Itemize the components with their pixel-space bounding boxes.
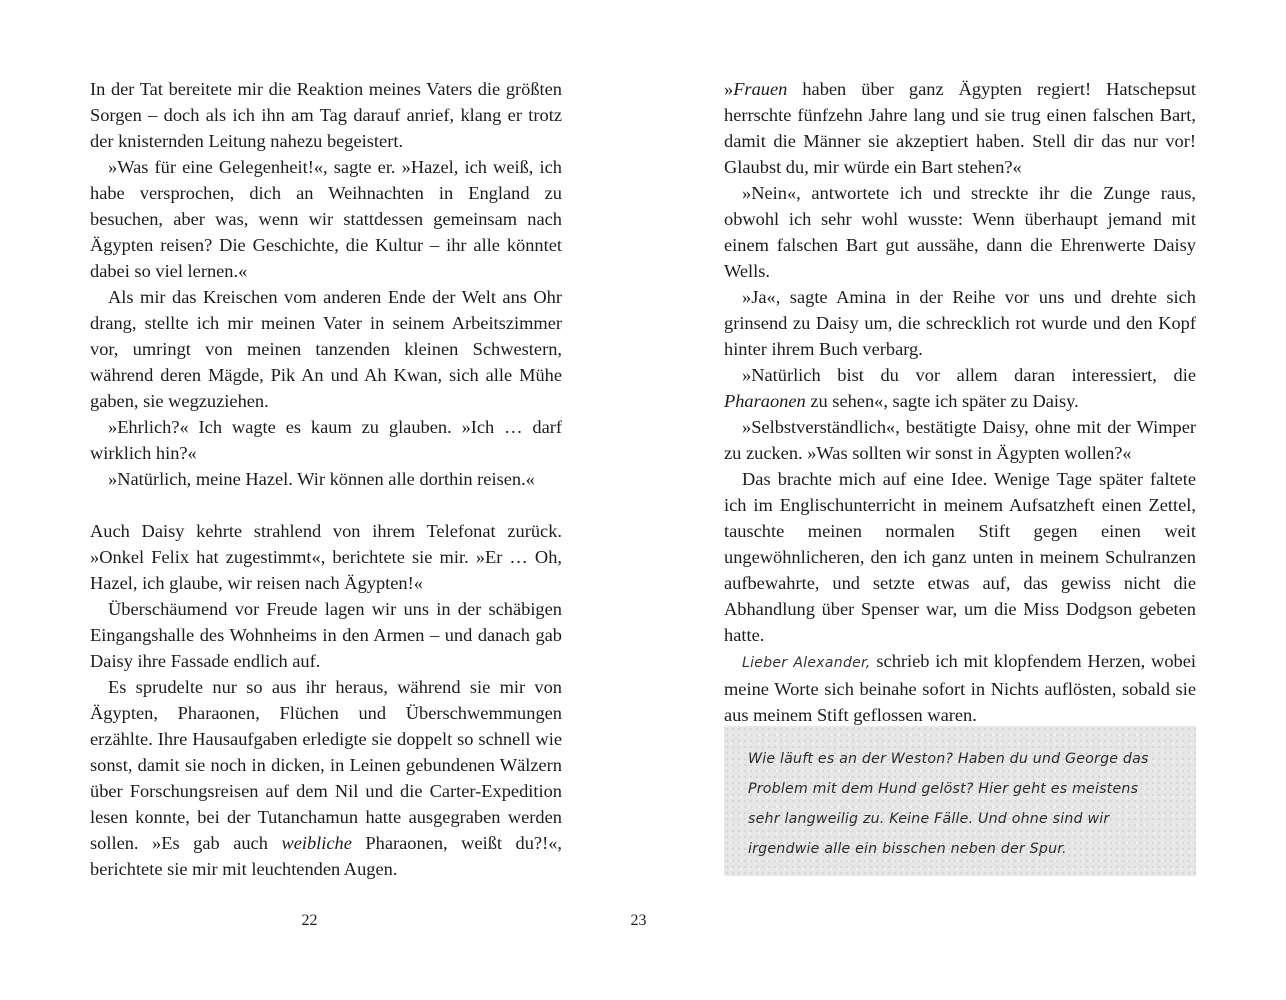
- paragraph: Auch Daisy kehrte strahlend von ihrem Telefonat zurück. »Onkel Felix hat zugestimmt«, berichtete sie mir. »Er … Oh, Hazel, ich glaube, wir reisen nach Ägypten!«: [90, 521, 562, 593]
- text-run: zu sehen«, sagte ich später zu Daisy.: [805, 391, 1079, 411]
- paragraph: »Selbstverständlich«, bestätigte Daisy, ohne mit der Wimper zu zucken. »Was sollten wir sonst in Ägypten wollen?«: [724, 417, 1196, 463]
- paragraph: »Ehrlich?« Ich wagte es kaum zu glauben. »Ich … darf wirklich hin?«: [90, 417, 562, 463]
- paragraph: [90, 674, 562, 882]
- right-page: [630, 0, 1286, 1000]
- paragraph: [724, 362, 1196, 414]
- text-run: Pharaonen, weißt du?!«, berichtete sie mir mit leuchtenden Augen.: [90, 833, 563, 879]
- paragraph: [724, 76, 1196, 180]
- handwritten-note: [724, 726, 1196, 876]
- italic-text: weibliche: [281, 833, 352, 853]
- paragraph: Als mir das Kreischen vom anderen Ende der Welt ans Ohr drang, stellte ich mir meinen Vater in seinem Arbeitszimmer vor, umringt von meinen tanzenden kleinen Schwestern, während deren Mägde, Pik An und Ah Kwan, sich alle Mühe gaben, sie wegzuziehen.: [90, 287, 562, 411]
- paragraph: Das brachte mich auf eine Idee. Wenige Tage später faltete ich im Englischunterricht in meinem Aufsatzheft einen Zettel, tauschte meinen normalen Stift gegen einen weit ungewöhnlicheren, den ich ganz unten in meinem Schulranzen aufbewahrte, und setzte etwas auf, das gewiss nicht die Abhandlung über Spenser war, um die Miss Dodgson gebeten hatte.: [724, 469, 1196, 645]
- text-run: haben über ganz Ägypten regiert! Hatschepsut herrschte fünfzehn Jahre lang und sie trug einen falschen Bart, damit die Männer sie akzeptiert haben. Stell dir das nur vor! Glaubst du, mir würde ein Bart stehen?«: [724, 79, 1196, 177]
- right-page-text: [724, 76, 1196, 728]
- text-run: Es sprudelte nur so aus ihr heraus, während sie mir von Ägypten, Pharaonen, Flüchen und Überschwemmungen erzählte. Ihre Hausaufgaben erledigte sie doppelt so schnell wie sonst, damit sie noch in dicken, in Leinen gebundenen Wälzern über Forschungsreisen auf dem Nil und die Carter-Expedition lesen konnte, bei der Tutanchamun hatte ausgegraben werden sollen. »Es gab auch: [90, 677, 562, 853]
- italic-text: Frauen: [733, 79, 788, 99]
- paragraph: »Ja«, sagte Amina in der Reihe vor uns und drehte sich grinsend zu Daisy um, die schrecklich rot wurde und den Kopf hinter ihrem Buch verbarg.: [724, 287, 1196, 359]
- text-run: schrieb ich mit klopfendem Herzen, wobei meine Worte sich beinahe sofort in Nichts auflösten, sobald sie aus meinem Stift geflossen waren.: [724, 651, 1196, 725]
- handwritten-salutation: Lieber Alexander,: [742, 655, 871, 671]
- paragraph: [724, 648, 1196, 728]
- note-text: Wie läuft es an der Weston? Haben du und George das Problem mit dem Hund gelöst? Hier geht es meistens sehr langweilig zu. Keine Fälle. Und ohne sind wir irgendwie alle ein bisschen neben der Spur.: [748, 751, 1149, 857]
- text-run: »: [724, 79, 734, 99]
- italic-text: Pharaonen: [724, 391, 806, 411]
- text-run: »Natürlich bist du vor allem daran interessiert, die: [742, 365, 1196, 385]
- paragraph: »Natürlich, meine Hazel. Wir können alle dorthin reisen.«: [108, 469, 535, 489]
- paragraph: »Was für eine Gelegenheit!«, sagte er. »Hazel, ich weiß, ich habe versprochen, dich an Weihnachten in England zu besuchen, aber was, wenn wir stattdessen gemeinsam nach Ägypten reisen? Die Geschichte, die Kultur – ihr alle könntet dabei so viel lernen.«: [90, 157, 562, 281]
- paragraph: Überschäumend vor Freude lagen wir uns in der schäbigen Eingangshalle des Wohnheims in den Armen – und danach gab Daisy ihre Fassade endlich auf.: [90, 599, 562, 671]
- page-number: 22: [301, 912, 318, 929]
- paragraph: In der Tat bereitete mir die Reaktion meines Vaters die größten Sorgen – doch als ich ihn am Tag darauf anrief, klang er trotz der knisternden Leitung nahezu begeistert.: [90, 79, 562, 151]
- paragraph: »Nein«, antwortete ich und streckte ihr die Zunge raus, obwohl ich sehr wohl wusste: Wenn überhaupt jemand mit einem falschen Bart gut aussähe, dann die Ehrenwerte Daisy Wells.: [724, 183, 1196, 281]
- left-page-text: [90, 76, 562, 882]
- page-number: 23: [630, 912, 647, 929]
